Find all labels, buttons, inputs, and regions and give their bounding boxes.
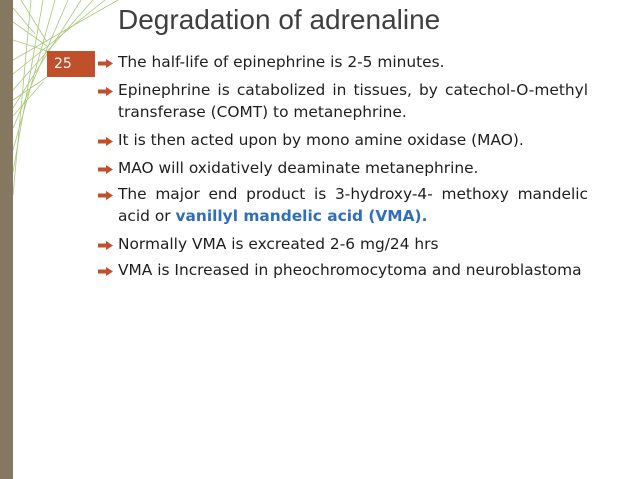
bullet-text: Normally VMA is excreated 2-6 mg/24 hrs xyxy=(118,235,439,253)
arrow-bullet-icon xyxy=(98,59,113,68)
left-color-strip xyxy=(0,0,13,479)
bullet-text: MAO will oxidatively deaminate metanephrine. xyxy=(118,159,479,177)
bullet-text: It is then acted upon by mono amine oxidase (MAO). xyxy=(118,131,524,149)
arrow-bullet-icon xyxy=(98,267,113,276)
bullet-text: The major end product is 3-hydroxy-4- methoxy mandelic acid or xyxy=(118,185,588,225)
bullet-item xyxy=(98,79,588,123)
slide-number-badge: 25 xyxy=(47,51,95,77)
arrow-bullet-icon xyxy=(98,165,113,174)
arrow-bullet-icon xyxy=(98,191,113,200)
arrow-bullet-icon xyxy=(98,241,113,250)
bullet-text: The half-life of epinephrine is 2-5 minutes. xyxy=(118,53,445,71)
bullet-item xyxy=(98,129,588,151)
bullet-text: VMA is Increased in pheochromocytoma and neuroblastoma xyxy=(118,261,582,279)
arrow-bullet-icon xyxy=(98,87,113,96)
bullet-item xyxy=(98,233,588,255)
bullet-list xyxy=(98,51,588,287)
bullet-item xyxy=(98,51,588,73)
slide-title: Degradation of adrenaline xyxy=(118,4,441,35)
bullet-item xyxy=(98,157,588,179)
arrow-bullet-icon xyxy=(98,137,113,146)
vma-highlight: vanillyl mandelic acid (VMA). xyxy=(175,207,428,225)
bullet-item xyxy=(98,183,588,227)
bullet-item xyxy=(98,259,588,281)
bullet-text: Epinephrine is catabolized in tissues, by catechol-O-methyl transferase (COMT) to metanephrine. xyxy=(118,81,588,121)
